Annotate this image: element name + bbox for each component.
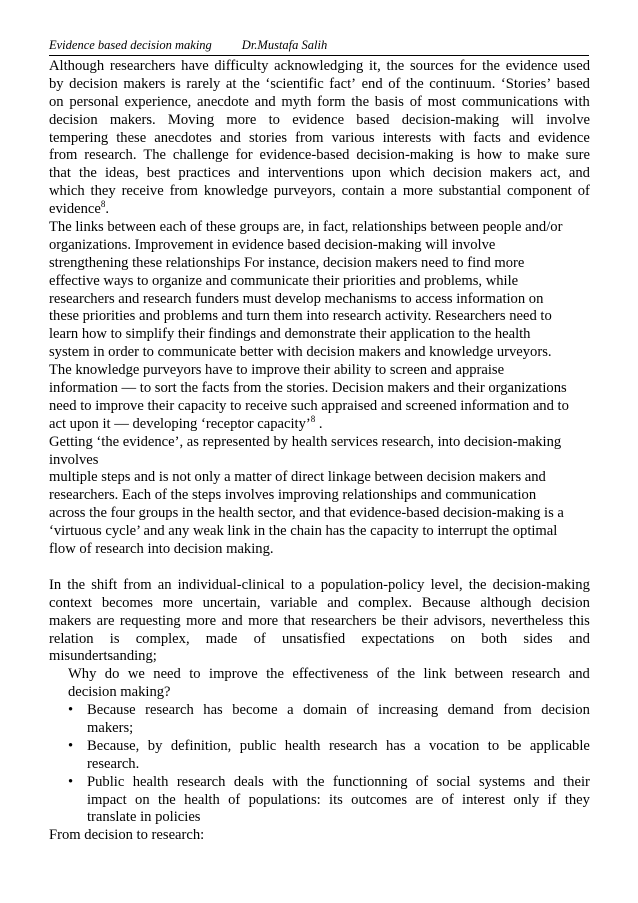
line-inner — [87, 792, 590, 810]
word: fact’ — [329, 75, 357, 92]
word: of — [356, 702, 369, 719]
text-line: system in order to communicate better with decision makers and knowledge urveyors. — [49, 344, 552, 361]
word: substantial — [438, 183, 502, 200]
text-fragment: . — [315, 415, 323, 432]
text-line-last — [49, 413, 590, 434]
word: and — [568, 666, 590, 683]
word: of — [253, 630, 266, 647]
word: form — [317, 93, 346, 110]
text-line — [49, 165, 590, 183]
word: has — [386, 737, 406, 754]
word: variable — [270, 594, 318, 611]
bullet-list — [49, 702, 590, 827]
word: anecdotes — [154, 129, 212, 146]
footnote-ref: 8 — [100, 199, 106, 210]
paragraph-3 — [49, 434, 590, 559]
word: based — [556, 75, 590, 92]
word: shift — [91, 576, 118, 593]
word: become — [232, 702, 278, 719]
word: are — [96, 612, 115, 629]
word: to — [487, 737, 500, 754]
word: acknowledging — [274, 58, 364, 74]
text-line: strengthening these relationships For instance, decision makers need to find more — [49, 254, 525, 271]
word: tempering — [49, 129, 109, 146]
bullet-icon: • — [68, 702, 74, 719]
word: the — [266, 666, 284, 683]
word: to — [189, 666, 201, 683]
word: myth — [281, 93, 312, 110]
word: sources — [409, 58, 454, 74]
word: the — [482, 58, 500, 74]
word: research — [176, 773, 226, 790]
bullet-line — [49, 702, 590, 720]
word: ‘Stories’ — [500, 75, 552, 92]
text-line — [49, 613, 590, 631]
word: Moving — [167, 111, 215, 128]
word: for — [235, 147, 253, 164]
word: based — [356, 111, 390, 128]
word: on — [49, 93, 64, 110]
word: on — [450, 630, 466, 647]
list-item — [49, 774, 590, 828]
word: unsatisfied — [281, 630, 346, 647]
word: the — [306, 773, 325, 790]
text-line: across the four groups in the health sector, and that evidence-based decision-making is a — [49, 505, 564, 522]
word: deals — [233, 773, 264, 790]
text-line: ‘virtuous cycle’ and any weak link in the chain has the capacity to interrupt the optimal — [49, 523, 558, 540]
word: their — [563, 773, 590, 790]
word: effectiveness — [292, 666, 369, 683]
word: makers. — [109, 111, 156, 128]
word: expectations — [361, 630, 435, 647]
word: domain — [303, 702, 347, 719]
word: used — [563, 58, 590, 74]
text-line — [49, 183, 590, 201]
word: more — [186, 612, 217, 629]
text-line — [49, 94, 590, 112]
word: more — [226, 111, 257, 128]
text-line — [49, 112, 590, 130]
bullet-line — [49, 738, 590, 756]
word: experience, — [124, 93, 192, 110]
word: evidence — [292, 111, 345, 128]
word: and — [219, 129, 241, 146]
word: link — [423, 666, 447, 683]
word: most — [427, 93, 456, 110]
word: end — [361, 75, 383, 92]
word: from — [503, 702, 532, 719]
word: uncertain, — [202, 594, 261, 611]
text-line — [49, 130, 590, 148]
word: The — [143, 147, 167, 164]
word: makers — [49, 612, 92, 629]
text-line: translate in policies — [87, 809, 201, 826]
text-line — [49, 577, 590, 595]
word: evidence — [505, 58, 558, 74]
word: do — [104, 666, 120, 683]
word: contain — [341, 183, 385, 200]
word: the — [386, 58, 405, 74]
word: Why — [68, 666, 97, 683]
word: researchers — [310, 612, 377, 629]
word: make — [527, 147, 559, 164]
word: at — [225, 75, 237, 92]
word: be — [507, 737, 522, 754]
word: only — [513, 791, 540, 808]
word: the — [405, 75, 424, 92]
word: communications — [461, 93, 559, 110]
word: from — [295, 129, 324, 146]
word: decision — [541, 594, 590, 611]
word: best — [146, 165, 171, 182]
word: impact — [87, 791, 127, 808]
word: with — [563, 93, 590, 110]
word: is — [109, 630, 120, 647]
word: the — [468, 576, 487, 593]
word: social — [436, 773, 471, 790]
word: has — [203, 702, 223, 719]
word: with — [439, 129, 466, 146]
word: need — [153, 666, 181, 683]
word: increasing — [378, 702, 439, 719]
word: of — [415, 773, 429, 790]
text-line: misundertsanding; — [49, 648, 157, 665]
paragraph-2 — [49, 219, 590, 434]
word: more — [248, 612, 279, 629]
word: vocation — [429, 737, 480, 754]
word: will — [511, 111, 534, 128]
word: of — [577, 183, 590, 200]
word: the — [397, 666, 416, 683]
word: decision-making — [492, 576, 590, 593]
word: by — [49, 75, 64, 92]
list-item — [49, 702, 590, 738]
text-line: learn how to simplify their findings and demonstrate their application to the health — [49, 326, 531, 343]
word: involve — [546, 111, 590, 128]
word: its — [329, 791, 343, 808]
word: the — [157, 791, 176, 808]
word: with — [272, 773, 299, 790]
word: populations: — [248, 791, 321, 808]
word: anecdote — [197, 93, 249, 110]
document-body — [49, 58, 590, 845]
word: applicable — [529, 737, 590, 754]
word: public — [239, 737, 277, 754]
header-title: Evidence based decision making — [49, 38, 212, 52]
paragraph-4 — [49, 577, 590, 666]
bullet-icon: • — [68, 773, 74, 790]
word: functionning — [332, 773, 408, 790]
text-line: involves — [49, 451, 99, 468]
word: research. — [84, 147, 137, 164]
word: of — [409, 93, 422, 110]
word: makers — [123, 75, 166, 92]
word: a — [414, 737, 421, 754]
word: we — [127, 666, 145, 683]
word: to — [509, 147, 521, 164]
text-line: The links between each of these groups are, in fact, relationships between people and/or — [49, 219, 563, 236]
word: from — [169, 183, 198, 200]
word: research — [328, 737, 378, 754]
word: which — [49, 183, 85, 200]
word: how — [477, 147, 503, 164]
word: decision-making — [356, 147, 454, 164]
text-line: researchers and research funders must develop mechanisms to access information on — [49, 290, 544, 307]
word: basis — [374, 93, 404, 110]
word: complex. — [358, 594, 413, 611]
word: evidence — [538, 129, 590, 146]
word: decision — [541, 702, 590, 719]
word: decision — [433, 165, 482, 182]
text-line: The knowledge purveyors have to improve their ability to screen and appraise — [49, 362, 505, 379]
word: made — [205, 630, 238, 647]
word: Because — [421, 594, 471, 611]
word: sure — [565, 147, 590, 164]
word: outcomes — [351, 791, 408, 808]
paragraph-spacer — [49, 559, 590, 577]
word: population-policy — [320, 576, 425, 593]
text-line: research. — [87, 755, 140, 772]
text-fragment: act upon it — developing ‘receptor capacity’ — [49, 415, 311, 432]
word: between — [454, 666, 504, 683]
word: a — [308, 576, 315, 593]
text-line — [68, 666, 590, 684]
text-fragment: evidence — [49, 201, 101, 218]
word: health — [132, 773, 169, 790]
word: decision-making — [401, 111, 500, 128]
word: the — [241, 75, 260, 92]
word: and — [238, 165, 260, 182]
word: upon — [351, 165, 382, 182]
text-line — [87, 738, 590, 756]
word: various — [331, 129, 375, 146]
text-line — [49, 76, 590, 94]
text-fragment: . — [105, 201, 110, 218]
text-line: decision making? — [68, 684, 171, 701]
word: interventions — [267, 165, 344, 182]
word: and — [533, 773, 555, 790]
word: they — [90, 183, 116, 200]
word: act, — [540, 165, 561, 182]
word: knowledge — [203, 183, 268, 200]
header-author: Dr.Mustafa Salih — [241, 38, 328, 52]
word: their — [401, 612, 428, 629]
word: decision — [69, 75, 118, 92]
word: these — [116, 129, 147, 146]
text-line — [49, 58, 590, 76]
word: facts — [473, 129, 501, 146]
word: they — [564, 791, 590, 808]
word: a — [287, 702, 294, 719]
word: practices — [178, 165, 231, 182]
word: although — [480, 594, 532, 611]
word: individual-clinical — [177, 576, 285, 593]
word: Because — [87, 702, 136, 719]
word: definition, — [170, 737, 232, 754]
word: and — [221, 612, 243, 629]
text-line: makers; — [87, 719, 134, 736]
word: health — [184, 791, 220, 808]
word: receive — [121, 183, 164, 200]
word: sides — [523, 630, 553, 647]
word: the — [67, 576, 86, 593]
word: Although — [49, 58, 105, 74]
word: improve — [209, 666, 258, 683]
word: by — [147, 737, 163, 754]
word: requesting — [119, 612, 181, 629]
text-line: flow of research into decision making. — [49, 541, 274, 558]
word: continuum. — [429, 75, 496, 92]
word: relation — [49, 630, 94, 647]
word: of — [441, 791, 454, 808]
word: the — [351, 93, 370, 110]
word: which — [389, 165, 425, 182]
word: of — [376, 666, 389, 683]
word: and — [508, 129, 530, 146]
text-line: information — to sort the facts from the stories. Decision makers and their organizations — [49, 380, 567, 397]
word: and — [327, 594, 349, 611]
word: component — [507, 183, 572, 200]
word: Public — [87, 773, 125, 790]
closing-line: From decision to research: — [49, 827, 205, 844]
word: purveyors, — [273, 183, 336, 200]
word: advisors, — [433, 612, 486, 629]
word: Because, — [87, 737, 140, 754]
word: and — [254, 93, 276, 110]
word: from — [49, 147, 78, 164]
word: more — [402, 183, 433, 200]
text-line: effective ways to organize and communicate their priorities and problems, while — [49, 272, 519, 289]
text-line — [87, 774, 590, 792]
word: evidence-based — [259, 147, 350, 164]
word: becomes — [101, 594, 153, 611]
text-line — [49, 631, 590, 649]
list-item — [49, 738, 590, 774]
word: stories — [248, 129, 288, 146]
word: have — [181, 58, 209, 74]
text-line: researchers. Each of the steps involves improving relationships and communication — [49, 487, 537, 504]
word: context — [49, 594, 92, 611]
word: more — [162, 594, 193, 611]
word: to — [290, 576, 303, 593]
text-line — [49, 147, 590, 165]
bullet-line — [49, 774, 590, 792]
word: complex, — [135, 630, 190, 647]
text-line: these priorities and problems and turn them into research activity. Researchers need to — [49, 308, 552, 325]
word: interests — [382, 129, 432, 146]
word: difficulty — [214, 58, 269, 74]
word: and — [568, 630, 590, 647]
text-line: need to improve their capacity to receive such appraised and screened information and to — [49, 397, 569, 414]
text-line — [49, 595, 590, 613]
word: to — [268, 111, 280, 128]
word: the — [79, 165, 97, 182]
word: ideas, — [104, 165, 139, 182]
word: nevertheless — [491, 612, 564, 629]
word: for — [459, 58, 477, 74]
bullet-icon: • — [68, 737, 74, 754]
text-line: Getting ‘the evidence’, as represented by health services research, into decision-making — [49, 433, 562, 450]
word: ‘scientific — [265, 75, 324, 92]
word: personal — [69, 93, 119, 110]
text-line-last — [49, 201, 590, 219]
word: both — [481, 630, 508, 647]
word: rarely — [186, 75, 221, 92]
word: demand — [447, 702, 494, 719]
word: is — [171, 75, 181, 92]
word: health — [284, 737, 321, 754]
question-block — [49, 666, 590, 702]
word: this — [568, 612, 590, 629]
word: from — [123, 576, 152, 593]
word: it, — [368, 58, 381, 74]
word: that — [283, 612, 306, 629]
word: are — [415, 791, 434, 808]
word: that — [49, 165, 71, 182]
word: makers — [489, 165, 532, 182]
text-line — [87, 702, 590, 720]
word: be — [382, 612, 396, 629]
word: decision — [49, 111, 98, 128]
running-header — [49, 38, 589, 56]
text-line: multiple steps and is not only a matter of direct linkage between decision makers and — [49, 469, 546, 486]
word: of — [388, 75, 401, 92]
word: if — [547, 791, 557, 808]
footnote-ref: 8 — [310, 413, 316, 424]
paragraph-1 — [49, 58, 590, 219]
word: In — [49, 576, 62, 593]
word: level, — [430, 576, 463, 593]
word: and — [568, 165, 590, 182]
word: an — [157, 576, 172, 593]
word: interest — [462, 791, 505, 808]
word: researchers — [109, 58, 176, 74]
word: systems — [478, 773, 526, 790]
word: is — [460, 147, 471, 164]
word: challenge — [172, 147, 229, 164]
text-line: organizations. Improvement in evidence based decision-making will involve — [49, 236, 496, 253]
word: a — [390, 183, 397, 200]
word: research — [511, 666, 561, 683]
word: research — [145, 702, 194, 719]
text-line — [49, 792, 590, 810]
word: of — [228, 791, 241, 808]
word: on — [135, 791, 150, 808]
